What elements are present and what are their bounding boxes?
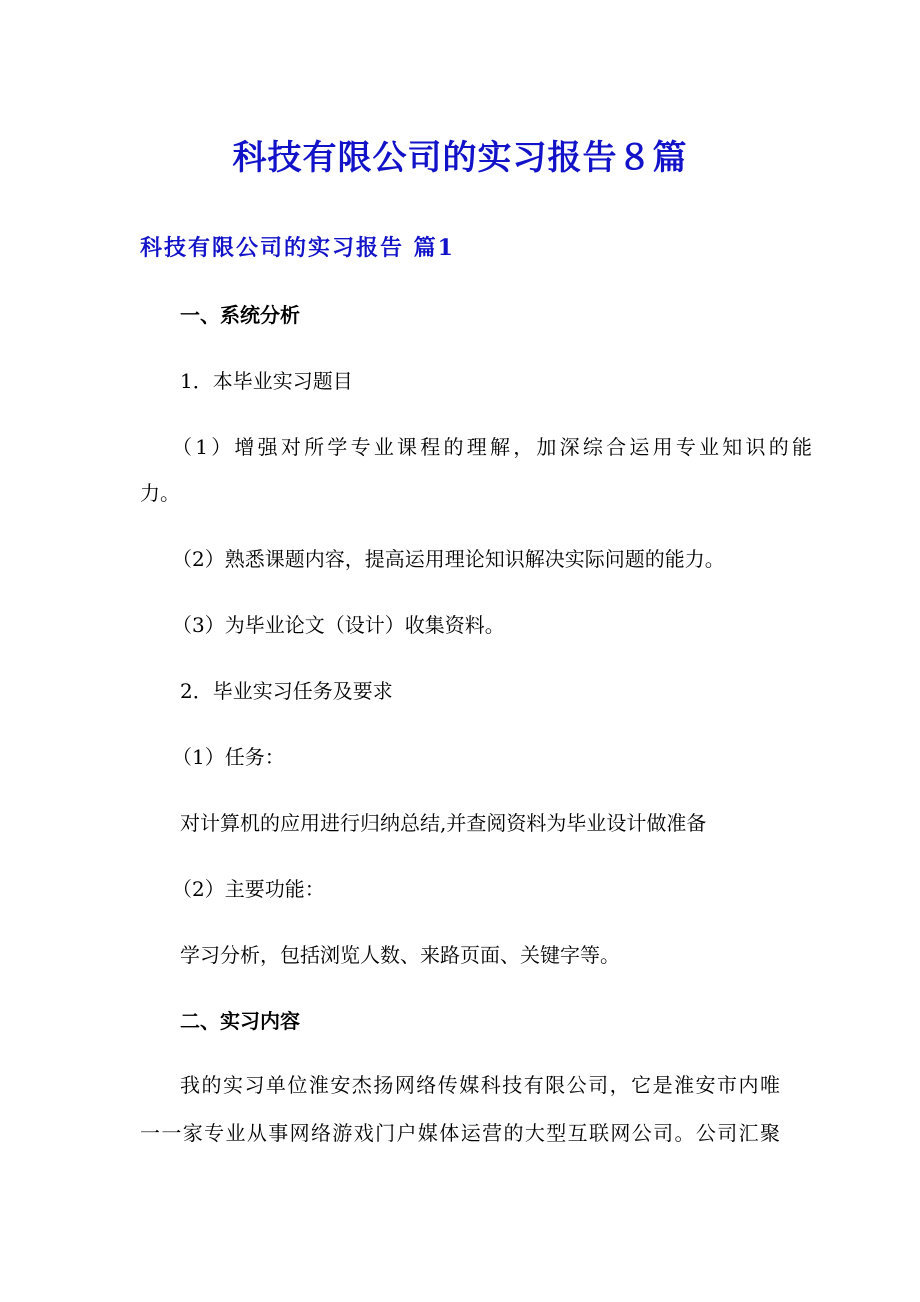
paragraph-line: 对计算机的应用进行归纳总结,并查阅资料为毕业设计做准备: [180, 811, 707, 835]
paragraph-line: 1．本毕业实习题目: [180, 369, 353, 393]
paragraph-line: 学习分析，包括浏览人数、来路页面、关键字等。: [180, 943, 620, 967]
heading-internship-content: 二、实习内容: [180, 1009, 300, 1033]
paragraph-line: （2）熟悉课题内容，提高运用理论知识解决实际问题的能力。: [172, 547, 725, 571]
paragraph-line: 力。: [140, 481, 180, 505]
section-heading: 科技有限公司的实习报告 篇1: [140, 235, 455, 261]
paragraph-line: （1）任务：: [172, 745, 285, 769]
paragraph-line: 2．毕业实习任务及要求: [180, 679, 393, 703]
paragraph-line: 一一家专业从事网络游戏门户媒体运营的大型互联网公司。公司汇聚: [140, 1121, 780, 1145]
document-title: 科技有限公司的实习报告８篇: [232, 138, 688, 178]
paragraph-line: （1）增强对所学专业课程的理解，加深综合运用专业知识的能: [172, 435, 812, 459]
paragraph-line: （3）为毕业论文（设计）收集资料。: [172, 613, 505, 637]
paragraph-line: 我的实习单位淮安杰扬网络传媒科技有限公司，它是淮安市内唯: [180, 1073, 780, 1097]
paragraph-line: （2）主要功能：: [172, 877, 325, 901]
heading-system-analysis: 一、系统分析: [180, 303, 300, 327]
